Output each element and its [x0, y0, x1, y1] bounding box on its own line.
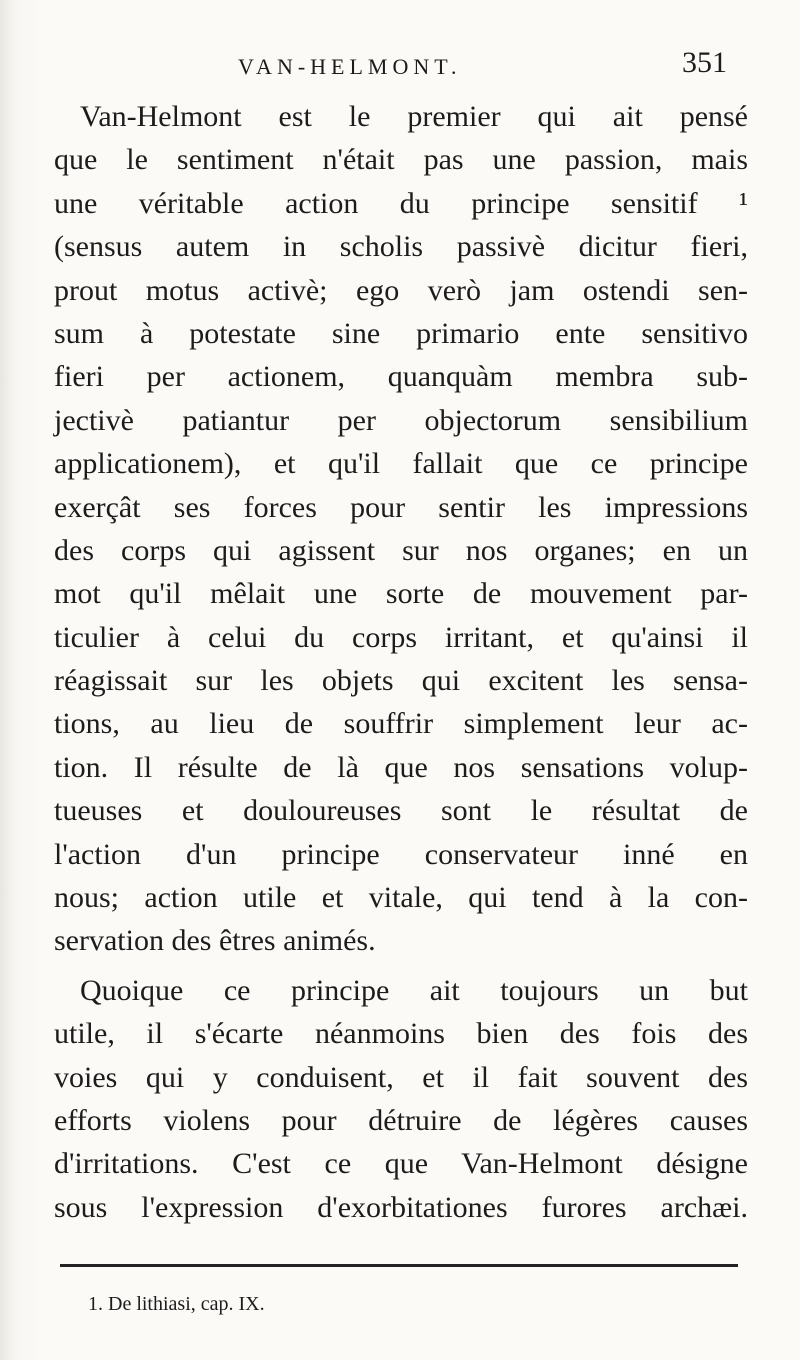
page-number: 351	[682, 46, 727, 79]
text-line: des corps qui agissent sur nos organes; en un	[54, 533, 748, 567]
text-line: l'action d'un principe conservateur inné en	[54, 837, 748, 871]
text-line: mot qu'il mêlait une sorte de mouvement par-	[54, 577, 748, 611]
footnote-rule	[60, 1264, 738, 1267]
text-line: jectivè patiantur per objectorum sensibilium	[54, 403, 748, 437]
text-line: d'irritations. C'est ce que Van-Helmont désigne	[54, 1147, 748, 1181]
text-line: efforts violens pour détruire de légères causes	[54, 1103, 748, 1137]
text-line: ticulier à celui du corps irritant, et qu'ainsi il	[54, 620, 748, 654]
text-line: exerçât ses forces pour sentir les impressions	[54, 490, 748, 524]
text-line: nous; action utile et vitale, qui tend à la con-	[54, 881, 748, 915]
body-text	[54, 95, 748, 1229]
text-line: applicationem), et qu'il fallait que ce principe	[54, 447, 748, 481]
text-line: tion. Il résulte de là que nos sensations volup-	[54, 750, 748, 784]
running-title: VAN-HELMONT.	[238, 54, 462, 79]
text-line: voies qui y conduisent, et il fait souvent des	[54, 1060, 748, 1094]
text-line: Quoique ce principe ait toujours un but	[80, 973, 748, 1007]
paragraph-2	[54, 969, 748, 1229]
text-line: sum à potestate sine primario ente sensitivo	[54, 316, 748, 350]
text-line: prout motus activè; ego verò jam ostendi sen-	[54, 273, 748, 307]
page-header	[0, 46, 800, 86]
footnote: 1. De lithiasi, cap. IX.	[88, 1293, 265, 1315]
text-line: une véritable action du principe sensitif ¹	[54, 186, 748, 220]
paragraph-1	[54, 95, 748, 963]
text-line: fieri per actionem, quanquàm membra sub-	[54, 360, 748, 394]
text-line: (sensus autem in scholis passivè dicitur fieri,	[54, 230, 748, 264]
text-line: servation des êtres animés.	[54, 924, 376, 958]
text-line: sous l'expression d'exorbitationes furores archæi.	[54, 1190, 748, 1224]
text-line: utile, il s'écarte néanmoins bien des fois des	[54, 1017, 748, 1051]
text-line: que le sentiment n'était pas une passion, mais	[54, 143, 748, 177]
text-line: tueuses et douloureuses sont le résultat de	[54, 794, 748, 828]
text-line: réagissait sur les objets qui excitent les sensa-	[54, 664, 748, 698]
text-line: tions, au lieu de souffrir simplement leur ac-	[54, 707, 748, 741]
text-line: Van-Helmont est le premier qui ait pensé	[80, 100, 748, 133]
